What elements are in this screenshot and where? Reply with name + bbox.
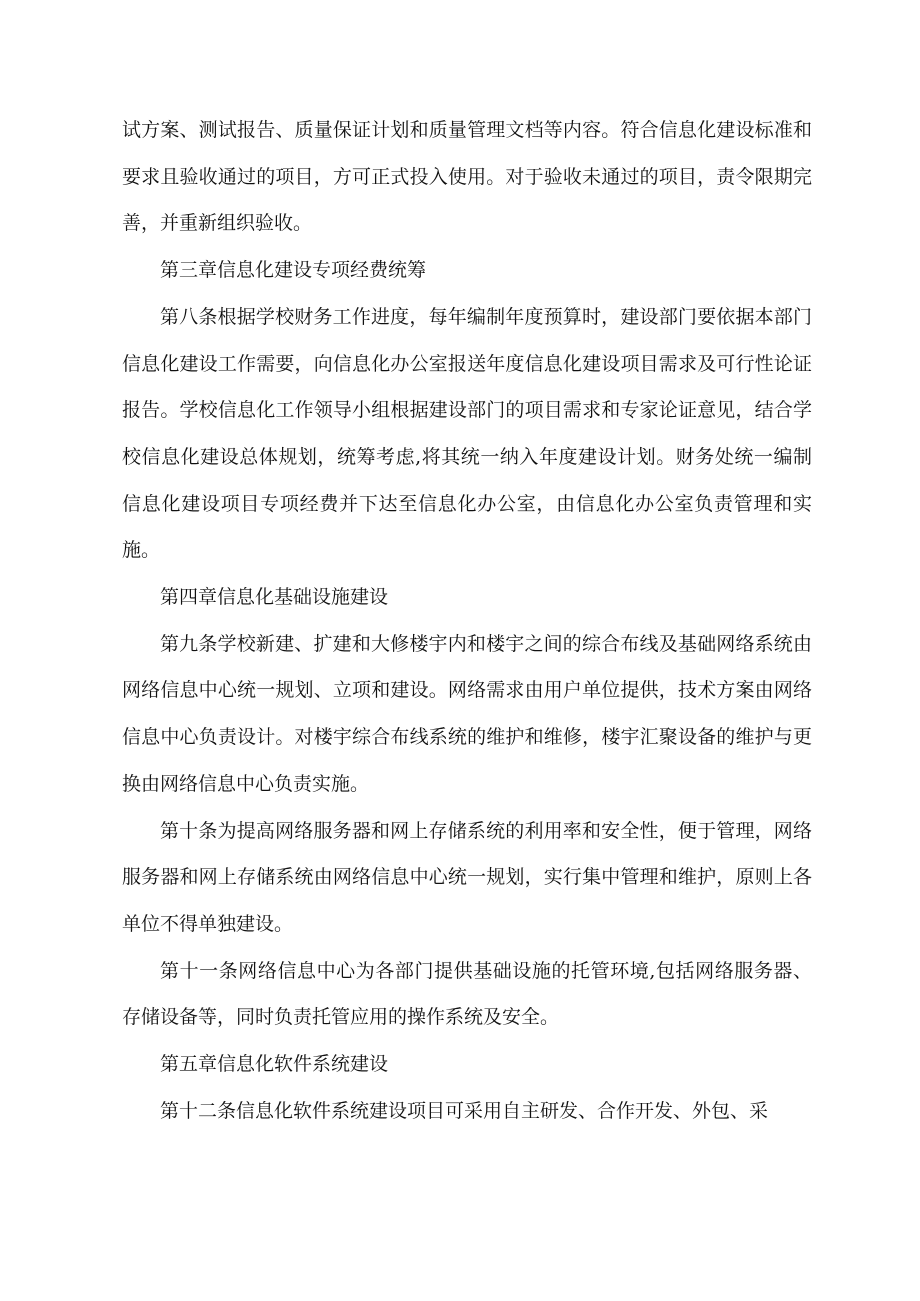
article-12-paragraph: 第十二条信息化软件系统建设项目可采用自主研发、合作开发、外包、采: [160, 1099, 769, 1122]
article-11-paragraph: 第十一条网络信息中心为各部门提供基础设施的托管环境,包括网络服务器、存储设备等，同时负责托管应用的操作系统及安全。: [122, 959, 812, 1029]
chapter-heading-3: 第三章信息化建设专项经费统筹: [160, 259, 427, 282]
chapter-heading-4: 第四章信息化基础设施建设: [160, 586, 389, 609]
article-9-paragraph: 第九条学校新建、扩建和大修楼宇内和楼宇之间的综合布线及基础网络系统由网络信息中心统一规划、立项和建设。网络需求由用户单位提供，技术方案由网络信息中心负责设计。对楼宇综合布线系统的维护和维修，楼宇汇聚设备的维护与更换由网络信息中心负责实施。: [122, 632, 812, 795]
article-8-paragraph: 第八条根据学校财务工作进度，每年编制年度预算时，建设部门要依据本部门信息化建设工作需要，向信息化办公室报送年度信息化建设项目需求及可行性论证报告。学校信息化工作领导小组根据建设部门的项目需求和专家论证意见，结合学校信息化建设总体规划，统筹考虑,将其统一纳入年度建设计划。财务处统一编制信息化建设项目专项经费并下达至信息化办公室，由信息化办公室负责管理和实施。: [122, 305, 812, 562]
article-10-paragraph: 第十条为提高网络服务器和网上存储系统的利用率和安全性，便于管理，网络服务器和网上存储系统由网络信息中心统一规划，实行集中管理和维护，原则上各单位不得单独建设。: [122, 819, 812, 935]
paragraph-acceptance-continued: 试方案、测试报告、质量保证计划和质量管理文档等内容。符合信息化建设标准和要求且验收通过的项目，方可正式投入使用。对于验收未通过的项目，责令限期完善，并重新组织验收。: [122, 119, 812, 235]
document-page: [122, 107, 812, 1134]
chapter-heading-5: 第五章信息化软件系统建设: [160, 1053, 389, 1076]
